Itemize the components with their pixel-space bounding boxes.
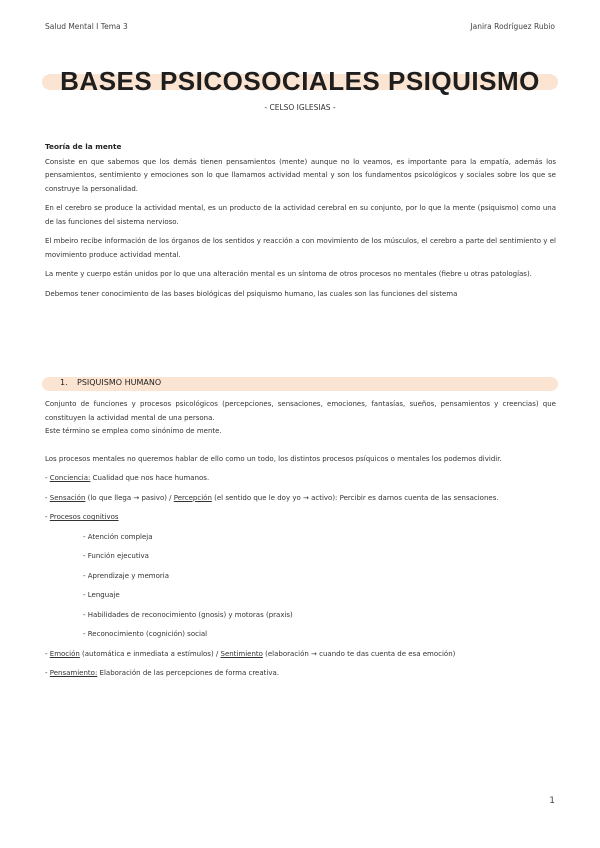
list-item: - Atención compleja: [83, 532, 153, 541]
pensamiento-definition: Elaboración de las percepciones de forma creativa.: [97, 669, 279, 677]
section-number: 1.: [60, 378, 68, 387]
pensamiento-term: Pensamiento:: [49, 669, 98, 677]
percepcion-term: Percepción: [173, 493, 212, 502]
sensacion-middle: (lo que llega → pasivo) /: [85, 493, 174, 502]
theory-paragraph-3: El mbeiro recibe información de los órganos de los sentidos y reacción a con movimiento de los músculos, el cerebro a parte del sentimiento y el movimiento produce actividad mental.: [45, 237, 556, 259]
header-left: Salud Mental I Tema 3: [45, 22, 128, 31]
theory-paragraph-2: En el cerebro se produce la actividad mental, es un producto de la actividad cerebral en su conjunto, por lo que la mente (psiquismo) como una de las funciones del sistema nervioso.: [45, 204, 556, 226]
sentimiento-definition: (elaboración → cuando te das cuenta de esa emoción): [262, 649, 456, 658]
list-item: - Función ejecutiva: [83, 552, 149, 560]
emocion-middle: (automática e inmediata a estímulos) /: [79, 649, 221, 658]
theory-heading: Teoría de la mente: [45, 142, 122, 151]
page-title: BASES PSICOSOCIALES PSIQUISMO: [60, 66, 540, 96]
conciencia-term: Conciencia:: [49, 474, 91, 482]
theory-section: [45, 140, 556, 301]
section-title-text: PSIQUISMO HUMANO: [77, 378, 162, 387]
list-item: - Habilidades de reconocimiento (gnosis) y motoras (praxis): [83, 610, 293, 619]
list-item: - Aprendizaje y memoria: [83, 571, 169, 580]
pensamiento-item: - Pensamiento: Elaboración de las percepciones de forma creativa.: [45, 669, 279, 677]
header-right: Janira Rodríguez Rubio: [470, 22, 555, 31]
conciencia-item: - Conciencia: Cualidad que nos hace humanos.: [45, 474, 210, 482]
sensacion-item: - Sensación (lo que llega → pasivo) / Percepción (el sentido que le doy yo → activo): Percibir es darnos cuenta de las sensaciones.: [45, 493, 499, 502]
procesos-mentales-paragraph: Los procesos mentales no queremos hablar de ello como un todo, los distintos procesos psíquicos o mentales los podemos dividir.: [45, 454, 502, 463]
cognitivos-list: [45, 531, 556, 642]
page-subtitle: - CELSO IGLESIAS -: [264, 103, 336, 112]
cognitivos-term: Procesos cognitivos: [49, 513, 119, 521]
section-1-body: [45, 398, 556, 681]
cognitivos-item: - Procesos cognitivos: [45, 513, 119, 521]
theory-paragraph-1: Consiste en que sabemos que los demás tienen pensamientos (mente) aunque no lo veamos, es importante para la empatía, además los pensamientos, sentimiento y emociones son lo que llamamos actividad mental y son los fundamentos psicológicos y sociales sobre los que se construye la personalidad.: [45, 157, 556, 193]
psiquismo-synonym: Este término se emplea como sinónimo de mente.: [45, 427, 222, 435]
theory-paragraph-4: La mente y cuerpo están unidos por lo que una alteración mental es un síntoma de otros procesos no mentales (fiebre u otras patologías).: [45, 270, 532, 278]
percepcion-definition: (el sentido que le doy yo → activo): Percibir es darnos cuenta de las sensaciones.: [211, 493, 499, 502]
conciencia-definition: Cualidad que nos hace humanos.: [90, 474, 210, 482]
emocion-item: - Emoción (automática e inmediata a estímulos) / Sentimiento (elaboración → cuando te das cuenta de esa emoción): [45, 649, 456, 658]
page-number: 1: [549, 796, 555, 806]
section-1-title: [60, 378, 161, 387]
sensacion-term: Sensación: [49, 493, 86, 502]
sentimiento-term: Sentimiento: [220, 649, 263, 658]
theory-paragraph-5: Debemos tener conocimiento de las bases biológicas del psiquismo humano, las cuales son las funciones del sistema: [45, 289, 458, 298]
list-item: - Reconocimiento (cognición) social: [83, 630, 208, 638]
emocion-term: Emoción: [49, 649, 80, 658]
list-item: - Lenguaje: [83, 591, 120, 599]
psiquismo-definition: Conjunto de funciones y procesos psicológicos (percepciones, sensaciones, emociones, fantasías, sueños, pensamientos y creencias) que constituyen la actividad mental de una persona.: [45, 400, 556, 422]
